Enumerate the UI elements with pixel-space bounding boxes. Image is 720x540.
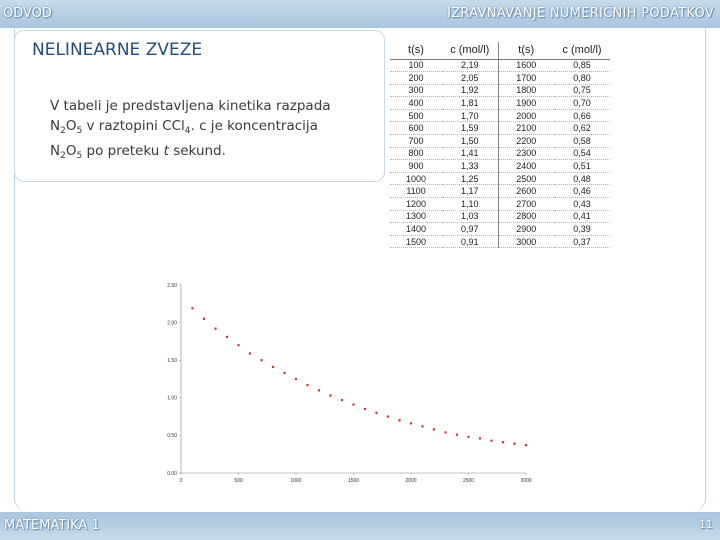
y-tick-label: 1.50 (167, 358, 177, 364)
table-cell: 1500 (390, 235, 442, 248)
data-point (421, 425, 423, 427)
data-point (295, 378, 297, 380)
data-point (479, 437, 481, 439)
table-row (390, 172, 610, 185)
kinetics-table (390, 42, 610, 248)
table-cell: 1700 (498, 72, 554, 85)
data-point (260, 359, 262, 361)
table-cell: 2600 (498, 185, 554, 198)
data-point (318, 389, 320, 391)
data-point (364, 408, 366, 410)
data-point (375, 412, 377, 414)
table-row (390, 135, 610, 148)
footer-bar (0, 512, 720, 540)
table-cell: 200 (390, 72, 442, 85)
table-row (390, 147, 610, 160)
column-header: t(s) (390, 42, 442, 59)
data-point (433, 428, 435, 430)
table-cell: 1,17 (442, 185, 498, 198)
description-line-2: $N_2O_5$ v raztopini CCl$_4$. c je koncentracija (50, 118, 318, 136)
data-point (352, 403, 354, 405)
table-cell: 1,81 (442, 97, 498, 110)
table-row (390, 160, 610, 173)
table-row (390, 122, 610, 135)
table-cell: 1400 (390, 223, 442, 236)
data-point (444, 431, 446, 433)
table-cell: 1,59 (442, 122, 498, 135)
data-point (283, 372, 285, 374)
table-cell: 1800 (498, 84, 554, 97)
data-point (387, 416, 389, 418)
table-cell: 1,70 (442, 109, 498, 122)
table-header-row (390, 42, 610, 59)
y-tick-label: 1.00 (167, 395, 177, 402)
table-cell: 2400 (498, 160, 554, 173)
table-cell: 0,37 (554, 235, 610, 248)
data-point (249, 352, 251, 354)
table-cell: 2300 (498, 147, 554, 160)
table-cell: 1100 (390, 185, 442, 198)
data-point (341, 399, 343, 401)
x-tick-label: 1000 (290, 478, 302, 484)
data-point (329, 394, 331, 396)
data-point (398, 419, 400, 421)
data-point (502, 441, 504, 443)
y-tick-label: 0.00 (167, 470, 177, 477)
table-cell: 0,70 (554, 97, 610, 110)
table-row (390, 84, 610, 97)
table-cell: 3000 (498, 235, 554, 248)
data-point (525, 444, 527, 446)
table-cell: 2200 (498, 135, 554, 148)
table-cell: 0,48 (554, 172, 610, 185)
table-cell: 1,03 (442, 210, 498, 223)
table-row (390, 210, 610, 223)
y-tick-label: 0.50 (167, 433, 177, 440)
description-text (50, 96, 380, 166)
table-cell: 900 (390, 160, 442, 173)
table-cell: 2,05 (442, 72, 498, 85)
table-cell: 0,85 (554, 59, 610, 72)
table-row (390, 97, 610, 110)
table-cell: 1,41 (442, 147, 498, 160)
table-cell: 0,62 (554, 122, 610, 135)
table-row (390, 59, 610, 72)
column-header: c (mol/l) (554, 42, 610, 59)
table-cell: 1,50 (442, 135, 498, 148)
table-cell: 0,46 (554, 185, 610, 198)
table-row (390, 72, 610, 85)
table-cell: 1600 (498, 59, 554, 72)
column-header: t(s) (498, 42, 554, 59)
x-tick-label: 1500 (347, 478, 360, 484)
table-cell: 2,19 (442, 59, 498, 72)
page-number: 11 (699, 518, 713, 531)
data-point (490, 440, 492, 442)
table-cell: 2100 (498, 122, 554, 135)
x-tick-label: 2000 (405, 478, 417, 484)
table-cell: 2000 (498, 109, 554, 122)
table-cell: 300 (390, 84, 442, 97)
data-point (191, 307, 193, 309)
table-cell: 2500 (498, 172, 554, 185)
course-name: MATEMATIKA 1 (4, 518, 100, 533)
y-tick-label: 2.00 (167, 320, 177, 327)
data-point (226, 336, 228, 338)
data-point (456, 434, 458, 436)
table-cell: 1,10 (442, 198, 498, 211)
y-tick-label: 2.50 (167, 282, 177, 289)
table-cell: 1,25 (442, 172, 498, 185)
table-cell: 1300 (390, 210, 442, 223)
data-point (306, 384, 308, 386)
table-cell: 2800 (498, 210, 554, 223)
data-point (272, 366, 274, 368)
table-cell: 0,54 (554, 147, 610, 160)
table-cell: 1,92 (442, 84, 498, 97)
table-cell: 0,75 (554, 84, 610, 97)
data-point (513, 443, 515, 445)
column-header: c (mol/l) (442, 42, 498, 59)
table-cell: 0,66 (554, 109, 610, 122)
table-row (390, 223, 610, 236)
table-cell: 0,43 (554, 198, 610, 211)
table-row (390, 235, 610, 248)
table-cell: 1200 (390, 198, 442, 211)
table-cell: 0,51 (554, 160, 610, 173)
concentration-scatter-chart (150, 275, 540, 490)
x-tick-label: 0 (179, 478, 183, 484)
table-cell: 400 (390, 97, 442, 110)
section-label: ODVOD (3, 6, 52, 21)
data-point (214, 328, 216, 330)
table-cell: 500 (390, 109, 442, 122)
table-cell: 2700 (498, 198, 554, 211)
table-cell: 0,58 (554, 135, 610, 148)
table-cell: 0,97 (442, 223, 498, 236)
table-cell: 0,80 (554, 72, 610, 85)
table-cell: 2900 (498, 223, 554, 236)
table-cell: 1,33 (442, 160, 498, 173)
table-cell: 800 (390, 147, 442, 160)
data-point (237, 344, 239, 346)
data-point (410, 422, 412, 424)
table-cell: 1000 (390, 172, 442, 185)
table-cell: 0,41 (554, 210, 610, 223)
data-point (467, 436, 469, 438)
table-cell: 0,91 (442, 235, 498, 248)
table-cell: 100 (390, 59, 442, 72)
description-line-1: V tabeli je predstavljena kinetika razpada (50, 98, 331, 114)
x-tick-label: 3000 (520, 478, 532, 484)
data-point (203, 318, 205, 320)
chapter-title: IZRAVNAVANJE NUMERIČNIH PODATKOV (447, 6, 714, 21)
table-cell: 600 (390, 122, 442, 135)
table-row (390, 185, 610, 198)
x-tick-label: 500 (234, 478, 243, 484)
table-cell: 1900 (498, 97, 554, 110)
table-cell: 0,39 (554, 223, 610, 236)
table-row (390, 198, 610, 211)
table-cell: 700 (390, 135, 442, 148)
x-tick-label: 2500 (462, 478, 475, 484)
description-line-3: $N_2O_5$ po preteku t sekund. (50, 143, 226, 161)
table-row (390, 109, 610, 122)
slide-title: NELINEARNE ZVEZE (32, 40, 203, 60)
